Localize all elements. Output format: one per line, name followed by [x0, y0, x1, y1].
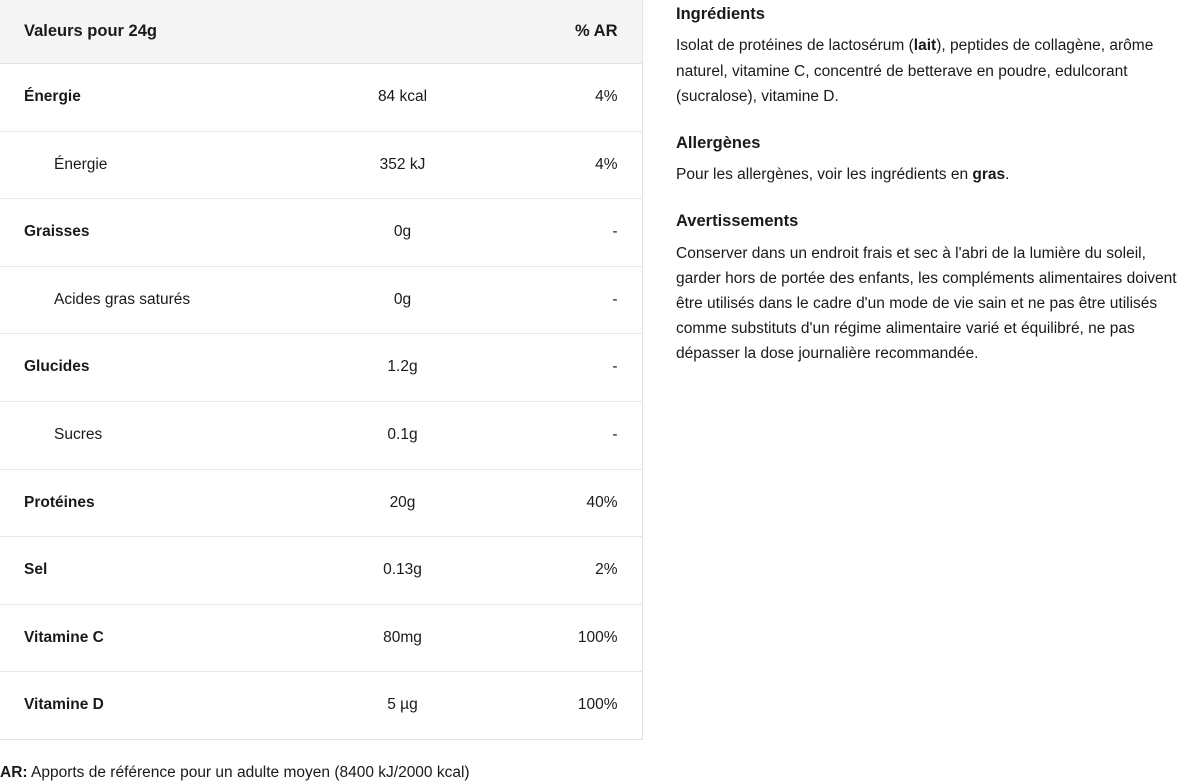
- nutrient-label: Sucres: [0, 401, 300, 469]
- nutrient-value: 0.1g: [300, 401, 505, 469]
- nutrient-label: Glucides: [0, 334, 300, 402]
- allergens-text: [676, 162, 1184, 187]
- nutrient-value: 352 kJ: [300, 131, 505, 199]
- table-row: [0, 672, 642, 740]
- ingredients-text-after: ), peptides de collagène, arôme naturel, vitamine C, concentré de betterave en poudre, edulcorant (sucralose), vitamine D.: [676, 37, 1154, 105]
- nutrient-value: 80mg: [300, 604, 505, 672]
- nutrient-label: Acides gras saturés: [0, 266, 300, 334]
- warnings-title: Avertissements: [676, 212, 799, 231]
- nutrient-value: 20g: [300, 469, 505, 537]
- nutrient-ar: -: [505, 266, 642, 334]
- table-row: [0, 199, 642, 267]
- nutrient-ar: 2%: [505, 537, 642, 605]
- nutrient-ar: 100%: [505, 672, 642, 740]
- ar-column-header: % AR: [505, 0, 642, 64]
- nutrient-ar: 40%: [505, 469, 642, 537]
- ingredients-text-before: Isolat de protéines de lactosérum (: [676, 37, 914, 55]
- nutrient-label: Vitamine D: [0, 672, 300, 740]
- table-row: [0, 334, 642, 402]
- nutrition-table-body: [0, 64, 642, 740]
- table-row: [0, 604, 642, 672]
- nutrient-value: 84 kcal: [300, 64, 505, 132]
- nutrient-label: Vitamine C: [0, 604, 300, 672]
- table-row: [0, 469, 642, 537]
- table-row: [0, 131, 642, 199]
- nutrient-ar: 100%: [505, 604, 642, 672]
- allergens-title: Allergènes: [676, 133, 761, 152]
- value-column-header: [300, 0, 505, 64]
- table-row: [0, 266, 642, 334]
- nutrient-ar: 4%: [505, 131, 642, 199]
- nutrient-ar: -: [505, 334, 642, 402]
- nutrient-ar: -: [505, 401, 642, 469]
- allergens-text-after: .: [1005, 166, 1010, 184]
- nutrient-value: 0g: [300, 266, 505, 334]
- ingredients-text: [676, 33, 1184, 108]
- nutrition-table-header: [0, 0, 642, 64]
- table-row: [0, 64, 642, 132]
- nutrient-value: 0.13g: [300, 537, 505, 605]
- allergens-bold: gras: [972, 166, 1006, 184]
- nutrient-ar: 4%: [505, 64, 642, 132]
- serving-label: Valeurs pour 24g: [0, 0, 300, 64]
- product-info-column: [642, 0, 1200, 366]
- nutrient-label: Énergie: [0, 131, 300, 199]
- nutrient-label: Graisses: [0, 199, 300, 267]
- nutrient-value: 1.2g: [300, 334, 505, 402]
- ingredients-allergen-bold: lait: [913, 37, 937, 55]
- nutrient-value: 5 µg: [300, 672, 505, 740]
- ar-footnote-prefix: AR:: [0, 763, 28, 781]
- warnings-text: Conserver dans un endroit frais et sec à l'abri de la lumière du soleil, garder hors de portée des enfants, les compléments alimentaires doivent être utilisés dans le cadre d'un mode de vie sain et ne pas être utilisés comme substituts d'un régime alimentaire varié et équilibré, ne pas dépasser la dose journalière recommandée.: [676, 244, 1177, 363]
- nutrient-label: Énergie: [0, 64, 300, 132]
- table-row: [0, 401, 642, 469]
- nutrient-label: Sel: [0, 537, 300, 605]
- nutrient-label: Protéines: [0, 469, 300, 537]
- allergens-text-before: Pour les allergènes, voir les ingrédients en: [676, 166, 973, 184]
- table-header-row: [0, 0, 642, 64]
- ingredients-title: Ingrédients: [676, 5, 765, 23]
- nutrient-ar: -: [505, 199, 642, 267]
- ar-footnote-text: Apports de référence pour un adulte moyen (8400 kJ/2000 kcal): [27, 763, 470, 781]
- nutrient-value: 0g: [300, 199, 505, 267]
- ar-footnote: [0, 762, 642, 784]
- table-row: [0, 537, 642, 605]
